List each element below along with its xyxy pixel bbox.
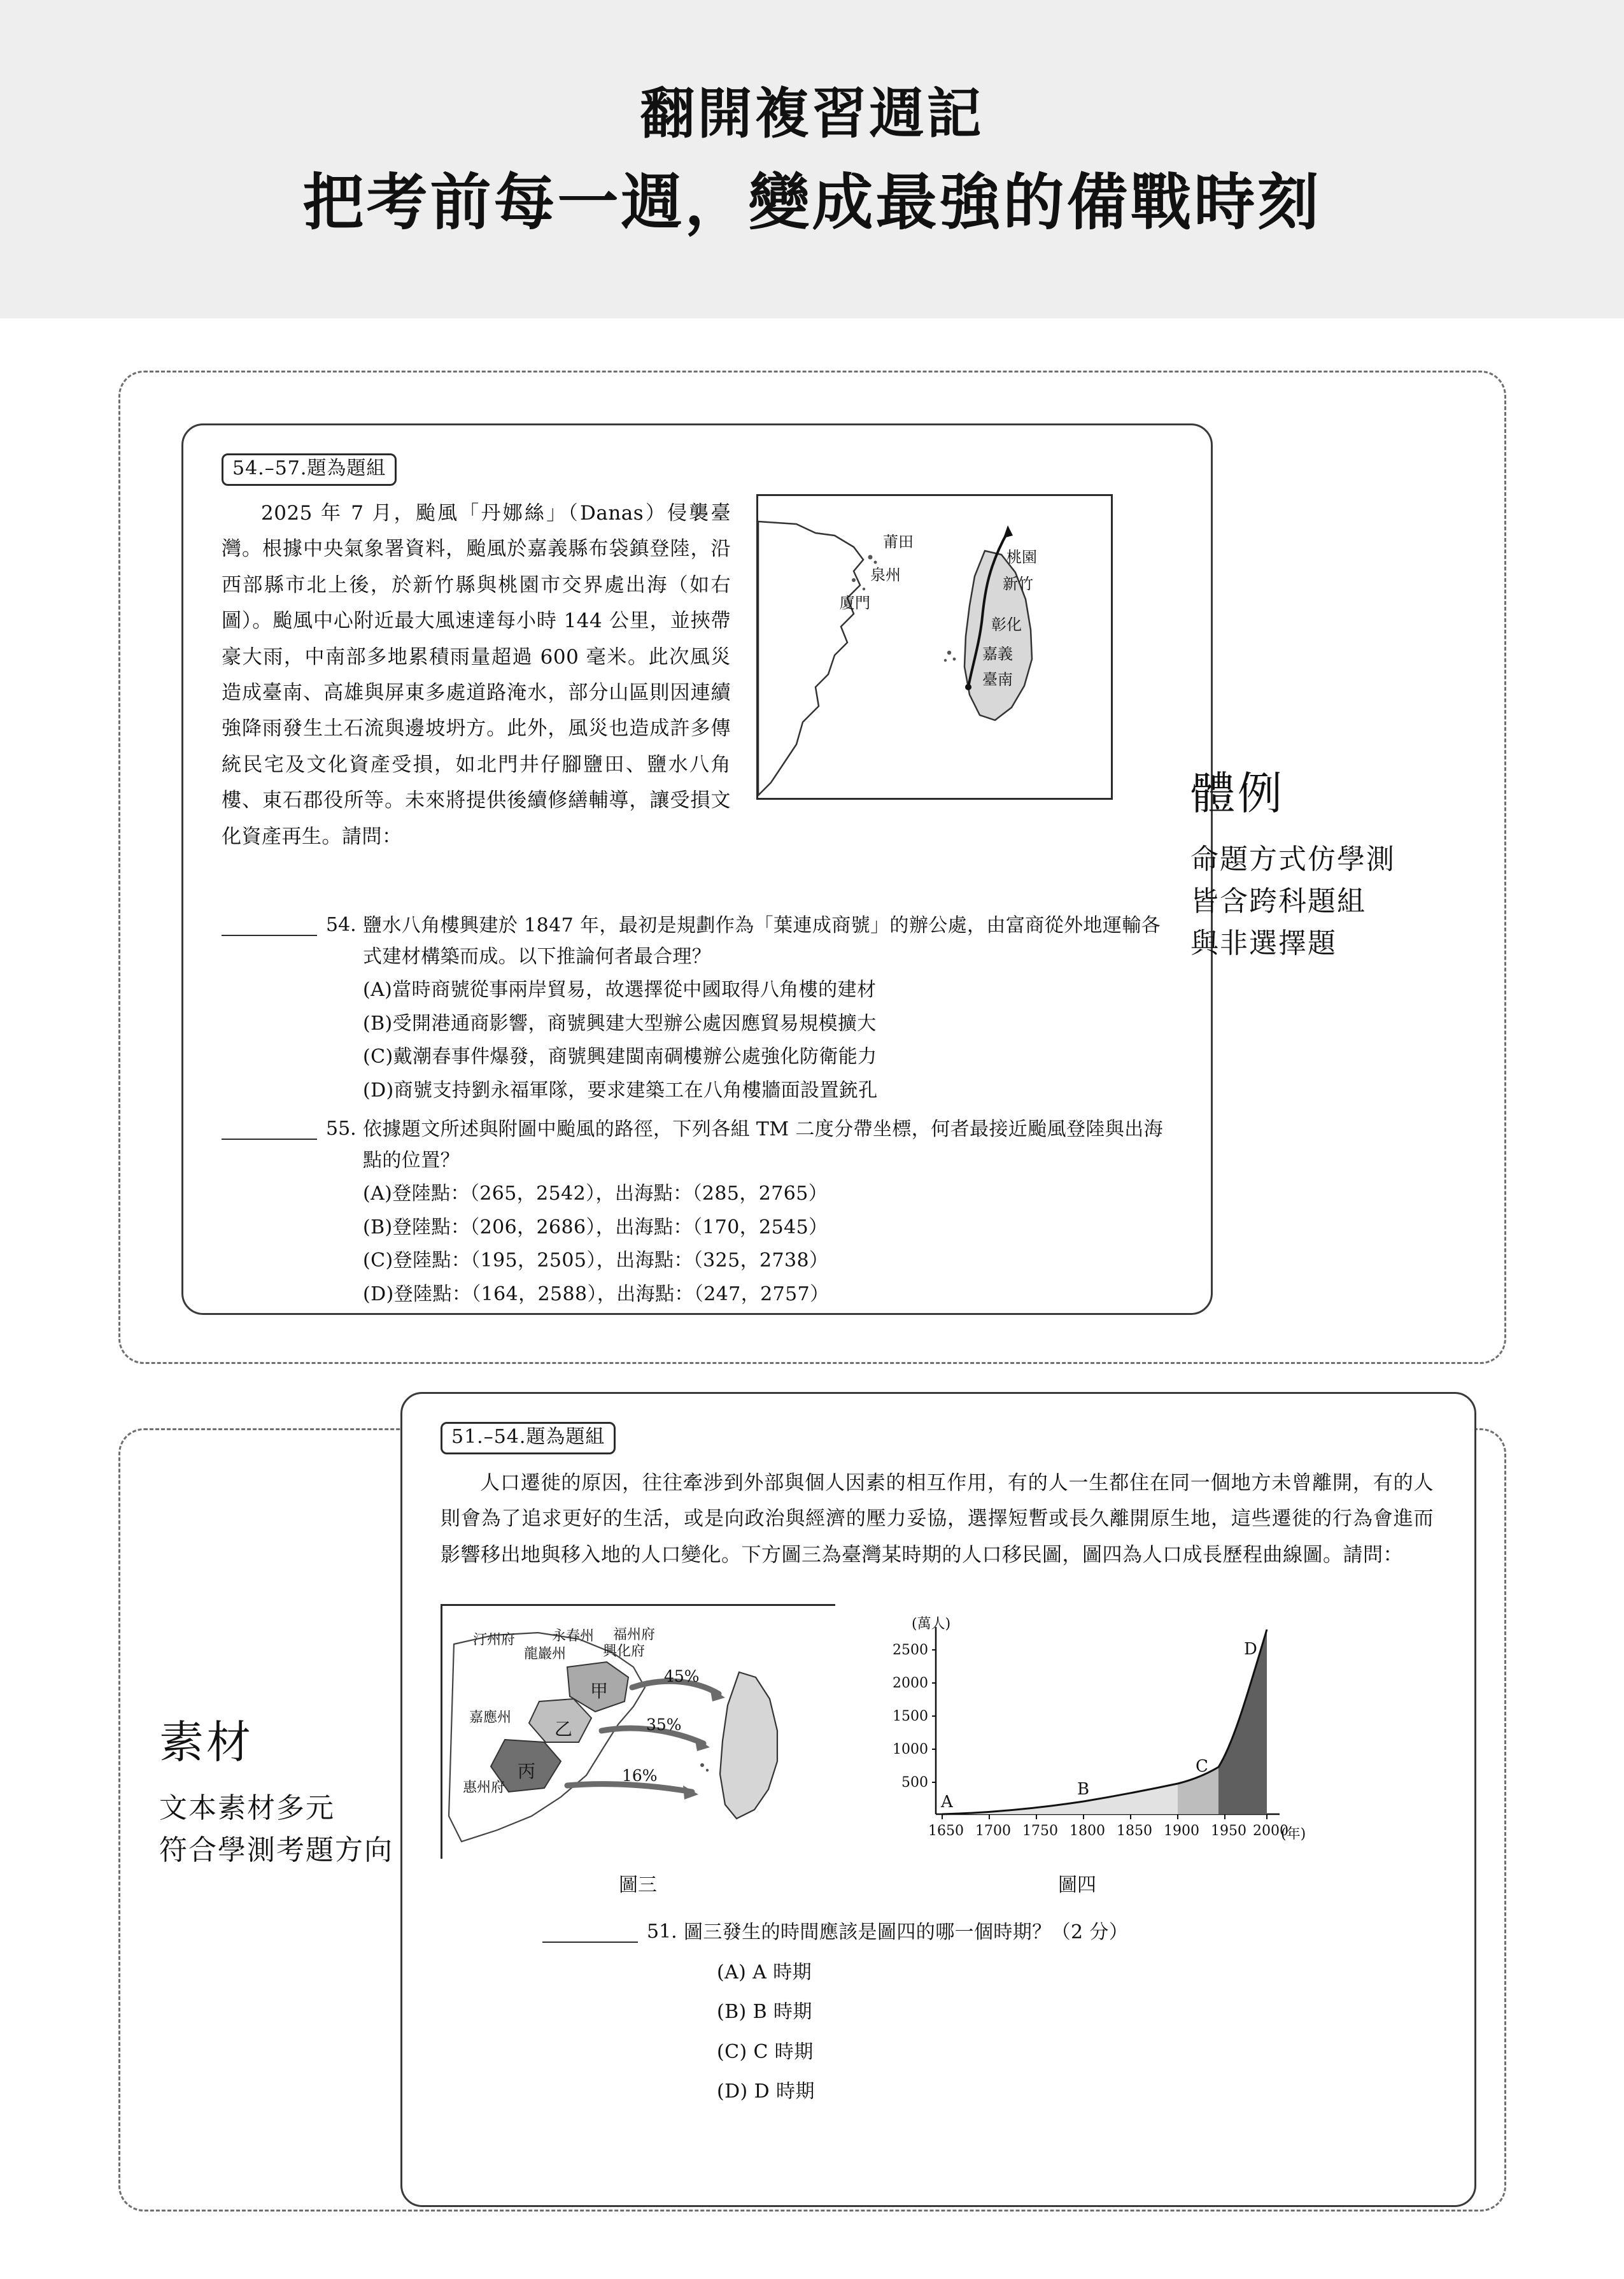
question-54-option-c[interactable]: (C)戴潮春事件爆發，商號興建閩南碉樓辦公處強化防衛能力 <box>363 1046 877 1069</box>
annotation-right-title: 體例 <box>1190 767 1285 820</box>
fig3-percent-16: 16% <box>622 1766 658 1785</box>
population-chart-figure <box>867 1604 1306 1859</box>
map-label-taoyuan: 桃園 <box>1006 548 1037 566</box>
annotation-right <box>1190 758 1395 965</box>
chart-xtick-1750: 1750 <box>1022 1823 1058 1839</box>
question-51-text: 圖三發生的時間應該是圖四的哪一個時期？（2 分） <box>684 1921 1129 1943</box>
annotation-left <box>159 1707 393 1871</box>
question-55-option-c[interactable]: (C)登陸點：（195，2505），出海點：（325，2738） <box>363 1249 829 1272</box>
fig3-label-longyan: 龍巖州 <box>524 1646 567 1662</box>
fig3-label-jiaying: 嘉應州 <box>469 1710 512 1726</box>
top-group-tag: 54.–57.題為題組 <box>222 453 397 486</box>
chart-xlabel: (年) <box>1281 1826 1306 1842</box>
chart-annotation-a: A <box>941 1793 953 1812</box>
annotation-left-line-2: 符合學測考題方向 <box>159 1834 393 1866</box>
bottom-group-tag-wrap <box>441 1422 616 1454</box>
header-band <box>0 0 1624 318</box>
question-51-option-b[interactable]: (B) B 時期 <box>717 2001 812 2024</box>
annotation-left-line-1: 文本素材多元 <box>159 1792 335 1824</box>
population-chart-svg <box>867 1604 1287 1859</box>
typhoon-map-svg <box>758 496 1115 802</box>
answer-blank-54[interactable] <box>222 911 317 936</box>
map-label-putian: 莆田 <box>883 533 914 551</box>
header-title-line2: 把考前每一週，變成最強的備戰時刻 <box>302 166 1322 239</box>
question-51-body <box>684 1917 1408 2108</box>
chart-xtick-1800: 1800 <box>1070 1823 1105 1839</box>
fig3-label-jia: 甲 <box>590 1680 609 1701</box>
chart-xtick-1850: 1850 <box>1117 1823 1152 1839</box>
question-51 <box>542 1917 1408 2108</box>
chart-xtick-1650: 1650 <box>928 1823 964 1839</box>
header-title-line1: 翻開複習週記 <box>640 81 984 146</box>
question-54-text: 鹽水八角樓興建於 1847 年，最初是規劃作為「葉連成商號」的辦公處，由富商從外地運輸各式建材構築而成。以下推論何者最合理？ <box>363 914 1161 968</box>
top-group-tag-wrap <box>222 453 397 486</box>
question-54-option-d[interactable]: (D)商號支持劉永福軍隊，要求建築工在八角樓牆面設置銃孔 <box>363 1079 878 1102</box>
question-51-number: 51. <box>647 1920 677 1943</box>
annotation-right-line-1: 命題方式仿學測 <box>1190 843 1395 876</box>
question-55-text: 依據題文所述與附圖中颱風的路徑，下列各組 TM 二度分帶坐標，何者最接近颱風登陸與出海點的位置？ <box>363 1118 1163 1172</box>
map-label-changhua: 彰化 <box>991 616 1022 634</box>
map-label-quanzhou: 泉州 <box>870 566 901 584</box>
chart-xtick-1950: 1950 <box>1211 1823 1246 1839</box>
chart-annotation-c: C <box>1196 1757 1208 1776</box>
question-55-option-d[interactable]: (D)登陸點：（164，2588），出海點：（247，2757） <box>363 1282 830 1305</box>
typhoon-map-figure <box>756 494 1113 800</box>
fig3-label-bing: 丙 <box>518 1761 536 1782</box>
question-54-option-a[interactable]: (A)當時商號從事兩岸貿易，故選擇從中國取得八角樓的建材 <box>363 979 877 1002</box>
question-54-option-b[interactable]: (B)受開港通商影響，商號興建大型辦公處因應貿易規模擴大 <box>363 1012 877 1035</box>
fig3-percent-35: 35% <box>646 1715 682 1734</box>
answer-blank-51[interactable] <box>542 1917 638 1943</box>
fig3-label-xinghua: 興化府 <box>603 1644 646 1659</box>
question-54 <box>222 911 1170 1107</box>
chart-ytick-2000: 2000 <box>893 1675 928 1691</box>
fig3-label-fuzhou: 福州府 <box>613 1627 656 1643</box>
chart-ytick-1500: 1500 <box>893 1708 928 1724</box>
chart-annotation-d: D <box>1244 1640 1257 1659</box>
chart-ytick-500: 500 <box>901 1775 928 1791</box>
migration-map-figure <box>441 1604 835 1859</box>
top-exam-card <box>181 423 1213 1315</box>
fig3-label-huizhou: 惠州府 <box>463 1780 505 1796</box>
question-55 <box>222 1114 1170 1310</box>
chart-annotation-b: B <box>1077 1780 1090 1799</box>
chart-ytick-1000: 1000 <box>893 1742 928 1757</box>
question-51-option-a[interactable]: (A) A 時期 <box>717 1961 812 1984</box>
fig3-label-tingzhou: 汀州府 <box>473 1632 516 1648</box>
map-label-hsinchu: 新竹 <box>1003 575 1033 593</box>
bottom-group-tag: 51.–54.題為題組 <box>441 1422 616 1454</box>
chart-ylabel: (萬人) <box>912 1616 951 1632</box>
figure4-caption: 圖四 <box>1058 1874 1096 1896</box>
fig3-label-yongchun: 永春州 <box>552 1628 595 1644</box>
annotation-left-title: 素材 <box>159 1716 253 1768</box>
chart-xtick-1900: 1900 <box>1164 1823 1199 1839</box>
figure3-caption: 圖三 <box>619 1874 657 1896</box>
question-55-body <box>363 1114 1170 1310</box>
map-label-tainan: 臺南 <box>982 671 1013 688</box>
question-55-option-b[interactable]: (B)登陸點：（206，2686），出海點：（170，2545） <box>363 1216 828 1239</box>
chart-xtick-1700: 1700 <box>975 1823 1011 1839</box>
question-51-option-c[interactable]: (C) C 時期 <box>717 2040 814 2063</box>
question-54-number: 54. <box>326 914 357 936</box>
fig3-label-yi: 乙 <box>554 1719 573 1740</box>
question-51-option-d[interactable]: (D) D 時期 <box>717 2080 815 2103</box>
bottom-exam-card <box>400 1392 1476 2207</box>
fig3-percent-45: 45% <box>664 1667 700 1686</box>
annotation-right-line-3: 與非選擇題 <box>1190 927 1337 960</box>
bottom-stem-text: 人口遷徙的原因，往往牽涉到外部與個人因素的相互作用，有的人一生都住在同一個地方未曾離開，有的人則會為了追求更好的生活，或是向政治與經濟的壓力妥協，選擇短暫或長久離開原生地，這些遷徙的行為會進而影響移出地與移入地的人口變化。下方圖三為臺灣某時期的人口移民圖，圖四為人口成長歷程曲線圖。請問： <box>441 1472 1434 1566</box>
map-label-chiayi: 嘉義 <box>982 645 1013 663</box>
chart-ytick-2500: 2500 <box>893 1642 928 1658</box>
top-stem-text: 2025 年 7 月，颱風「丹娜絲」（Danas）侵襲臺灣。根據中央氣象署資料，颱風於嘉義縣布袋鎮登陸，沿西部縣市北上後，於新竹縣與桃園市交界處出海（如右圖）。颱風中心附近最大風速達每小時 144 公里，並挾帶豪大雨，中南部多地累積雨量超過 600 毫米。此次風災造成臺南、高雄與屏東多處道路淹水，部分山區則因連續強降雨發生土石流與邊坡坍方。此外，風災也造成許多傳統民宅及文化資產受損，如北門井仔腳鹽田、鹽水八角樓、東石郡役所等。未來將提供後續修繕輔導，讓受損文化資產再生。請問： <box>222 502 731 848</box>
question-54-body <box>363 911 1170 1107</box>
map-label-xiamen: 廈門 <box>840 594 870 612</box>
question-55-number: 55. <box>326 1118 357 1140</box>
question-55-option-a[interactable]: (A)登陸點：（265，2542），出海點：（285，2765） <box>363 1182 828 1205</box>
answer-blank-55[interactable] <box>222 1114 317 1140</box>
chart-xtick-2000: 2000 <box>1253 1823 1289 1839</box>
annotation-right-line-2: 皆含跨科題組 <box>1190 885 1366 918</box>
